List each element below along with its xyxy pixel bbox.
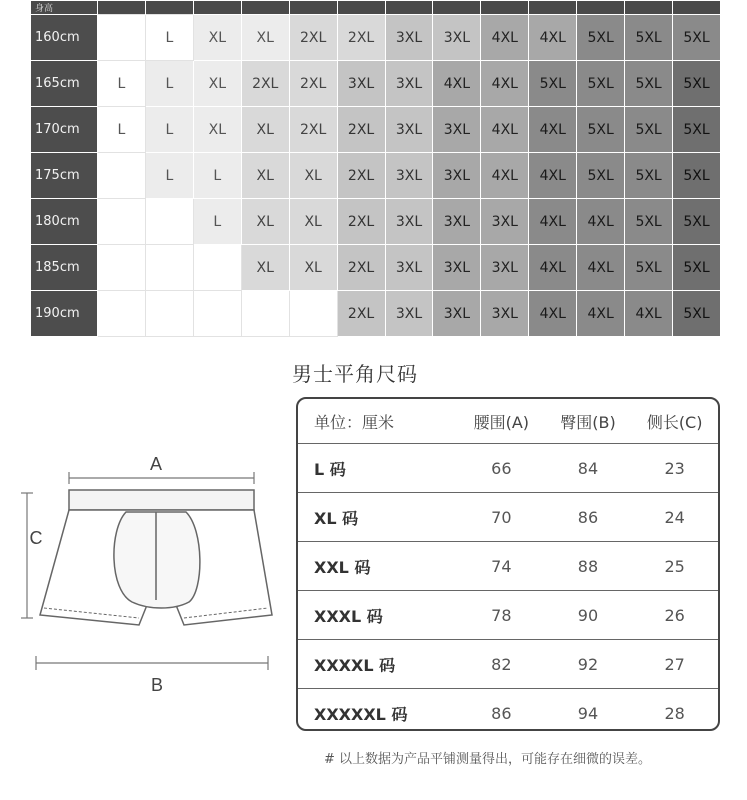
grid-size-cell: 4XL: [481, 61, 529, 107]
grid-row: [31, 107, 721, 153]
grid-size-cell: 5XL: [625, 107, 673, 153]
grid-size-cell: [98, 291, 146, 337]
grid-size-cell: 3XL: [337, 61, 385, 107]
grid-size-cell: 4XL: [433, 61, 481, 107]
size-label: XXXXXL 码: [314, 704, 408, 724]
side-value: 24: [631, 493, 718, 542]
label-b: B: [150, 675, 164, 695]
grid-size-cell: L: [98, 61, 146, 107]
grid-row: [31, 291, 721, 337]
grid-row-height-label: 160cm: [31, 15, 98, 61]
grid-size-cell: 3XL: [385, 153, 433, 199]
grid-header-cell: [433, 1, 481, 15]
grid-row-height-label: 190cm: [31, 291, 98, 337]
size-label: L 码: [298, 444, 458, 493]
grid-size-cell: [98, 199, 146, 245]
grid-size-cell: XL: [289, 245, 337, 291]
grid-size-cell: 3XL: [481, 245, 529, 291]
size-label: XXL 码: [298, 542, 458, 591]
grid-size-cell: L: [98, 107, 146, 153]
table-row: [298, 689, 718, 732]
grid-header-cell: [385, 1, 433, 15]
grid-size-cell: 5XL: [673, 107, 721, 153]
grid-size-cell: 5XL: [577, 107, 625, 153]
grid-size-cell: 4XL: [481, 15, 529, 61]
grid-size-cell: 5XL: [529, 61, 577, 107]
grid-size-cell: L: [193, 199, 241, 245]
grid-row: [31, 15, 721, 61]
grid-size-cell: 3XL: [385, 15, 433, 61]
grid-header-cell: [673, 1, 721, 15]
waist-value: 74: [458, 542, 545, 591]
grid-size-cell: 3XL: [433, 107, 481, 153]
footnote: # 以上数据为产品平铺测量得出，可能存在细微的误差。: [324, 752, 652, 767]
grid-size-cell: 5XL: [625, 153, 673, 199]
grid-size-cell: 2XL: [337, 15, 385, 61]
grid-size-cell: L: [145, 15, 193, 61]
grid-size-cell: 3XL: [385, 199, 433, 245]
grid-size-cell: 4XL: [577, 291, 625, 337]
waist-value: 70: [458, 493, 545, 542]
grid-size-cell: 5XL: [625, 15, 673, 61]
grid-row-height-label: 185cm: [31, 245, 98, 291]
grid-size-cell: [193, 245, 241, 291]
grid-size-cell: [241, 291, 289, 337]
grid-size-cell: XL: [193, 107, 241, 153]
waist-value: 78: [458, 591, 545, 640]
grid-size-cell: 3XL: [433, 15, 481, 61]
grid-header-row: [31, 1, 721, 15]
grid-size-cell: 2XL: [337, 291, 385, 337]
side-value: 23: [631, 444, 718, 493]
grid-row-height-label: 165cm: [31, 61, 98, 107]
grid-size-cell: XL: [289, 199, 337, 245]
grid-size-cell: 2XL: [337, 199, 385, 245]
hip-value: 84: [545, 444, 632, 493]
grid-size-cell: [193, 291, 241, 337]
label-c: C: [29, 528, 43, 548]
hip-value: 88: [545, 542, 632, 591]
grid-size-cell: 2XL: [241, 61, 289, 107]
grid-row: [31, 61, 721, 107]
grid-size-cell: 4XL: [577, 245, 625, 291]
grid-size-cell: 5XL: [625, 199, 673, 245]
grid-size-cell: 5XL: [625, 245, 673, 291]
grid-size-cell: [289, 291, 337, 337]
grid-header-cell: [193, 1, 241, 15]
height-weight-size-grid: [30, 0, 721, 337]
size-spec-table: [298, 399, 718, 731]
grid-header-cell: [289, 1, 337, 15]
grid-size-cell: L: [145, 107, 193, 153]
boxer-brief-diagram: [14, 450, 284, 700]
grid-row-height-label: 175cm: [31, 153, 98, 199]
size-label: XL 码: [298, 493, 458, 542]
grid-size-cell: 2XL: [337, 245, 385, 291]
grid-size-cell: 4XL: [529, 291, 577, 337]
grid-size-cell: XL: [241, 15, 289, 61]
grid-row: [31, 245, 721, 291]
grid-size-cell: 3XL: [481, 291, 529, 337]
grid-size-cell: 4XL: [529, 15, 577, 61]
header-unit: 单位：厘米: [298, 399, 458, 444]
hip-value: 94: [577, 703, 599, 723]
grid-header-cell: [625, 1, 673, 15]
grid-size-cell: 5XL: [577, 61, 625, 107]
grid-size-cell: 3XL: [385, 291, 433, 337]
grid-size-cell: XL: [193, 61, 241, 107]
grid-size-cell: 3XL: [433, 199, 481, 245]
waist-value: 66: [458, 444, 545, 493]
hip-value: 92: [545, 640, 632, 689]
header-hip: 臀围(B): [545, 399, 632, 444]
grid-size-cell: XL: [241, 245, 289, 291]
grid-header-cell: [241, 1, 289, 15]
grid-size-cell: 4XL: [529, 245, 577, 291]
grid-size-cell: 4XL: [529, 199, 577, 245]
side-value: 27: [631, 640, 718, 689]
hip-value: 90: [545, 591, 632, 640]
grid-size-cell: XL: [241, 107, 289, 153]
grid-header-cell: [145, 1, 193, 15]
grid-size-cell: 5XL: [577, 15, 625, 61]
page-title: 男士平角尺码: [292, 362, 418, 386]
table-row: [298, 493, 718, 542]
grid-size-cell: XL: [289, 153, 337, 199]
grid-size-cell: 5XL: [625, 61, 673, 107]
header-waist: 腰围(A): [458, 399, 545, 444]
grid-size-cell: 3XL: [433, 153, 481, 199]
grid-size-cell: 5XL: [673, 245, 721, 291]
grid-size-cell: L: [145, 153, 193, 199]
dimension-b: [36, 656, 268, 670]
grid-size-cell: 2XL: [337, 107, 385, 153]
grid-size-cell: 2XL: [289, 107, 337, 153]
grid-size-cell: 5XL: [673, 291, 721, 337]
grid-header-cell: [337, 1, 385, 15]
grid-size-cell: L: [145, 61, 193, 107]
grid-size-cell: 2XL: [289, 61, 337, 107]
grid-header-cell: [481, 1, 529, 15]
grid-size-cell: 3XL: [385, 107, 433, 153]
grid-row-height-label: 180cm: [31, 199, 98, 245]
side-value: 26: [631, 591, 718, 640]
grid-size-cell: 4XL: [529, 107, 577, 153]
side-value: 28: [664, 703, 685, 723]
grid-size-cell: 5XL: [673, 153, 721, 199]
grid-size-cell: XL: [241, 153, 289, 199]
size-label: XXXXL 码: [298, 640, 458, 689]
grid-size-cell: [98, 245, 146, 291]
grid-size-cell: 5XL: [673, 15, 721, 61]
label-a: A: [149, 454, 163, 474]
grid-row: [31, 199, 721, 245]
dimension-c: [21, 493, 33, 618]
grid-size-cell: XL: [241, 199, 289, 245]
grid-size-cell: L: [193, 153, 241, 199]
grid-size-cell: 5XL: [673, 61, 721, 107]
table-row: [298, 444, 718, 493]
table-row: [298, 542, 718, 591]
grid-size-cell: 2XL: [337, 153, 385, 199]
grid-size-cell: 5XL: [577, 153, 625, 199]
size-spec-table-box: [296, 397, 720, 731]
header-side-length: 侧长(C): [631, 399, 718, 444]
grid-size-cell: 3XL: [433, 245, 481, 291]
hip-value: 86: [545, 493, 632, 542]
grid-size-cell: 2XL: [289, 15, 337, 61]
grid-size-cell: [98, 153, 146, 199]
grid-header-cell: [98, 1, 146, 15]
grid-size-cell: 3XL: [385, 245, 433, 291]
grid-size-cell: 3XL: [385, 61, 433, 107]
grid-size-cell: [98, 15, 146, 61]
spec-table-header: [298, 399, 718, 444]
grid-header-cell: [577, 1, 625, 15]
grid-size-cell: 5XL: [673, 199, 721, 245]
grid-size-cell: 3XL: [481, 199, 529, 245]
grid-size-cell: 4XL: [481, 107, 529, 153]
table-row: [298, 640, 718, 689]
size-label: XXXL 码: [298, 591, 458, 640]
table-row: [298, 591, 718, 640]
grid-size-cell: [145, 245, 193, 291]
grid-size-cell: [145, 291, 193, 337]
grid-header-label: 身高: [31, 1, 98, 15]
grid-size-cell: XL: [193, 15, 241, 61]
side-value: 25: [631, 542, 718, 591]
grid-row-height-label: 170cm: [31, 107, 98, 153]
grid-header-cell: [529, 1, 577, 15]
grid-size-cell: 4XL: [529, 153, 577, 199]
grid-row: [31, 153, 721, 199]
waist-value: 86: [491, 703, 512, 723]
waist-value: 82: [458, 640, 545, 689]
grid-size-cell: 4XL: [577, 199, 625, 245]
garment-outline: [40, 490, 272, 625]
grid-size-cell: 4XL: [481, 153, 529, 199]
grid-size-cell: 4XL: [625, 291, 673, 337]
grid-size-cell: [145, 199, 193, 245]
grid-size-cell: 3XL: [433, 291, 481, 337]
